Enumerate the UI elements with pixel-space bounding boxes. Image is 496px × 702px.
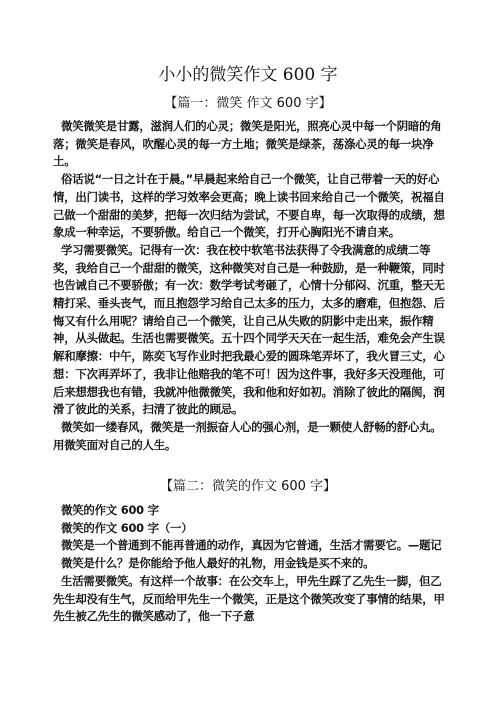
section-heading-1: 【篇一：微笑 作文 600 字】 xyxy=(164,96,332,111)
paragraph: 微笑是什么？是你能给予他人最好的礼物，用金钱是买不来的。 xyxy=(61,556,375,571)
paragraph: 俗话说“一日之计在于晨。”早晨起来给自己一个微笑，让自己带着一天的好心情，出门读书，这样的学习效率会更高；晚上读书回来给自己一个微笑，祝福自己做一个甜甜的美梦，把每一次归结为尝试，不要自卑，每一次取得的成绩，想象成一种幸运，不要骄傲。给自己一个微笑，打开心胸阳光不请自来。 xyxy=(53,172,445,240)
paragraph: 微笑的作文 600 字 xyxy=(61,503,159,517)
section-body-1 xyxy=(53,118,449,454)
paragraph: 微笑如一缕春风，微笑是一剂振奋人心的强心剂，是一颗使人舒畅的舒心丸。用微笑面对自己的人生。 xyxy=(53,419,442,452)
document-title: 小小的微笑作文 600 字 xyxy=(158,65,338,85)
paragraph: 微笑的作文 600 字（一） xyxy=(61,520,193,535)
paragraph: 微笑是一个普通到不能再普通的动作，真因为它普通，生活才需要它。—题记 xyxy=(61,538,442,553)
paragraph: 微笑微笑是甘露，滋润人们的心灵；微笑是阳光，照亮心灵中每一个阴暗的角落；微笑是春风，吹醒心灵的每一方土地；微笑是绿茶，荡涤心灵的每一块净土。 xyxy=(53,119,442,169)
section-body-2 xyxy=(53,502,449,626)
paragraph: 生活需要微笑。有这样一个故事：在公交车上，甲先生踩了乙先生一脚，但乙先生却没有生气，反而给甲先生一个微笑，正是这个微笑改变了事情的结果，甲先生被乙先生的微笑感动了，他一下子意 xyxy=(53,573,445,624)
paragraph: 学习需要微笑。记得有一次：我在校中软笔书法获得了令我满意的成绩二等奖，我给自己一个甜甜的微笑，这种微笑对自己是一种鼓励，是一种鞭策，同时也告诫自己不要骄傲；有一次：数学考试考砸了，心情十分郁闷、沉重，整天无精打采、垂头丧气，而且抱怨学习给自己太多的压力，太多的磨难，但抱怨、后悔又有什么用呢？请给自己一个微笑，让自己从失败的阴影中走出来，振作精神，从头做起。生活也需要微笑。五十四个同学天天在一起生活，难免会产生误解和摩擦：中午，陈奕飞写作业时把我最心爱的圆珠笔弄坏了，我火冒三丈，心想：下次再弄坏了，我非让他赔我的笔不可！因为这件事，我好多天没理他，可后来想想我也有错，我就冲他微微笑，我和他和好如初。消除了彼此的隔阂，润滑了彼此的关系，扫清了彼此的顾忌。 xyxy=(53,242,445,417)
section-heading-2: 【篇二：微笑的作文 600 字】 xyxy=(159,479,337,494)
